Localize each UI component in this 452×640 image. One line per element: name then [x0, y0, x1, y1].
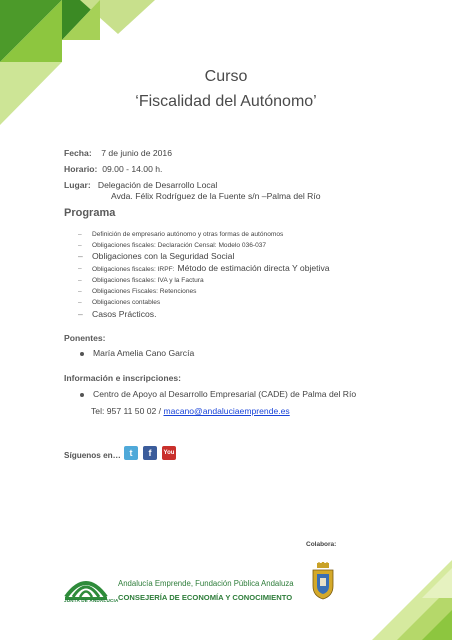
fecha-label: Fecha: — [64, 148, 92, 158]
bullet-icon — [80, 352, 84, 356]
programa-heading: Programa — [64, 207, 116, 219]
course-title: ‘Fiscalidad del Autónomo’ — [135, 93, 317, 110]
programa-item: – Obligaciones fiscales: IVA y la Factura — [78, 275, 330, 286]
ponente-item — [80, 348, 194, 358]
horario-row — [64, 164, 162, 174]
lugar-row — [64, 180, 217, 190]
corner-decoration-bottom — [362, 550, 452, 640]
programa-item: – Definición de empresario autónomo y otras formas de autónomos — [78, 229, 330, 240]
programa-item — [78, 263, 330, 275]
colabora-label: Colabora: — [306, 541, 337, 548]
cade-item — [80, 389, 356, 399]
programa-item-irpf: Obligaciones fiscales: IRPF: — [92, 265, 175, 273]
email-link[interactable]: macano@andaluciaemprende.es — [163, 406, 290, 416]
lugar-value: Delegación de Desarrollo Local — [97, 180, 218, 190]
programa-item: – Obligaciones con la Seguridad Social — [78, 251, 330, 262]
ponentes-heading: Ponentes: — [64, 333, 106, 343]
horario-label: Horario: — [64, 164, 98, 174]
programa-item: – Casos Prácticos. — [78, 309, 330, 320]
twitter-icon[interactable]: t — [124, 446, 138, 460]
andalucia-emprende-text: Andalucía Emprende, Fundación Pública Andaluza — [118, 579, 294, 588]
youtube-icon[interactable]: You — [162, 446, 176, 460]
programa-item-metodo: Método de estimación directa Y objetiva — [177, 262, 330, 273]
lugar-label: Lugar: — [64, 180, 91, 190]
contact-line — [91, 406, 290, 416]
tel-number: Tel: 957 11 50 02 / — [91, 406, 162, 416]
programa-item: – Obligaciones Fiscales: Retenciones — [78, 286, 330, 297]
junta-label: JUNTA DE ANDALUCIA — [64, 598, 119, 603]
facebook-icon[interactable]: f — [143, 446, 157, 460]
lugar-address: Avda. Félix Rodríguez de la Fuente s/n –Palma del Río — [111, 191, 321, 201]
ponente-name: María Amelia Cano García — [93, 348, 195, 358]
course-label: Curso — [204, 68, 248, 85]
horario-value: 09.00 - 14.00 h. — [102, 164, 163, 174]
consejeria-text: CONSEJERÍA DE ECONOMÍA Y CONOCIMIENTO — [118, 593, 293, 602]
fecha-row — [64, 148, 172, 158]
municipal-crest-icon — [310, 562, 336, 600]
bullet-icon — [80, 393, 84, 397]
cade-center: Centro de Apoyo al Desarrollo Empresarial (CADE) de Palma del Río — [93, 389, 357, 399]
programa-list — [78, 229, 330, 320]
inscripciones-heading: Información e inscripciones: — [64, 373, 181, 383]
siguenos-label: Síguenos en… — [64, 451, 121, 460]
programa-item: – Obligaciones fiscales: Declaración Censal: Modelo 036-037 — [78, 240, 330, 251]
programa-item: – Obligaciones contables — [78, 297, 330, 308]
fecha-value: 7 de junio de 2016 — [101, 148, 172, 158]
